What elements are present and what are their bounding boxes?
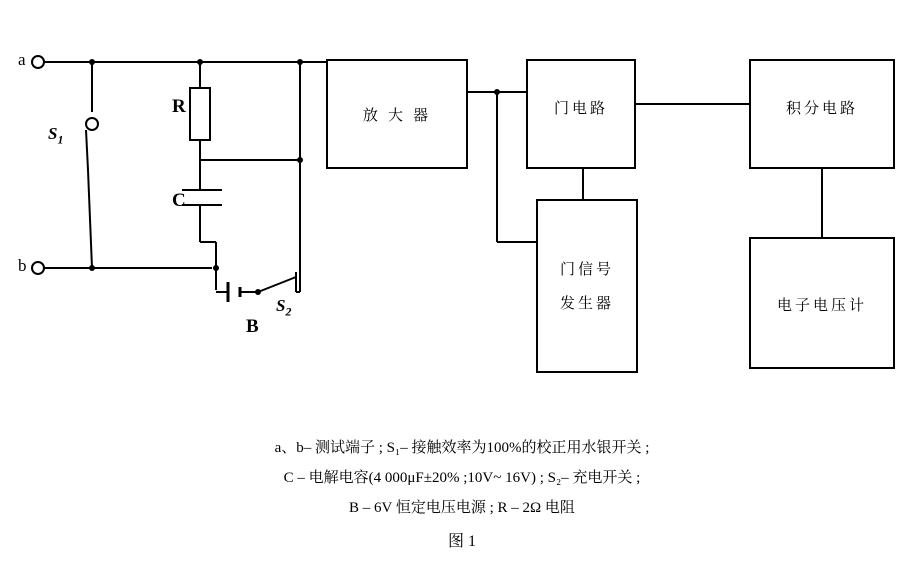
figure-number: 图 1 [447, 533, 476, 550]
caption-line-3: B – 6V 恒定电压电源 ; R – 2Ω 电阻 [349, 500, 575, 516]
terminal-b-node [32, 262, 44, 274]
caption-line-1: a、b– 测试端子 ; S₁– 接触效率为100%的校正用水银开关 ; [274, 440, 650, 456]
s2-blade [258, 277, 296, 292]
gate-label: 门电路 [553, 100, 608, 117]
switch-s2-letter: S [276, 296, 286, 315]
terminal-b-label: b [18, 256, 27, 275]
integrator-label: 积分电路 [785, 100, 858, 117]
switch-s1-letter: S [48, 124, 58, 143]
amplifier-label: 放 大 器 [362, 107, 432, 124]
gate-signal-generator-label-line1: 门信号 [559, 261, 614, 278]
battery-b-label: B [246, 316, 259, 337]
resistor-r-label: R [172, 96, 186, 117]
switch-s2-sub: 2 [285, 304, 292, 319]
junction-bottom-left [89, 265, 95, 271]
s1-pivot-node [86, 118, 98, 130]
switch-s1-label [48, 124, 63, 147]
gate-signal-generator-block [537, 200, 637, 372]
switch-s1-sub: 1 [57, 132, 64, 147]
s1-blade [86, 130, 88, 170]
junction-bottom-branch [213, 265, 219, 271]
caption-line-2: C – 电解电容(4 000μF±20% ;10V~ 16V) ; S₂– 充电开关 ; [283, 470, 641, 486]
electronic-voltmeter-label: 电子电压计 [776, 297, 867, 314]
resistor-r-body [190, 88, 210, 140]
capacitor-c-label: C [172, 190, 186, 211]
wire-s1-bottom [88, 170, 92, 268]
terminal-a-node [32, 56, 44, 68]
terminal-a-label: a [18, 50, 26, 69]
switch-s2-label [276, 296, 291, 319]
gate-signal-generator-label-line2: 发生器 [559, 295, 614, 312]
